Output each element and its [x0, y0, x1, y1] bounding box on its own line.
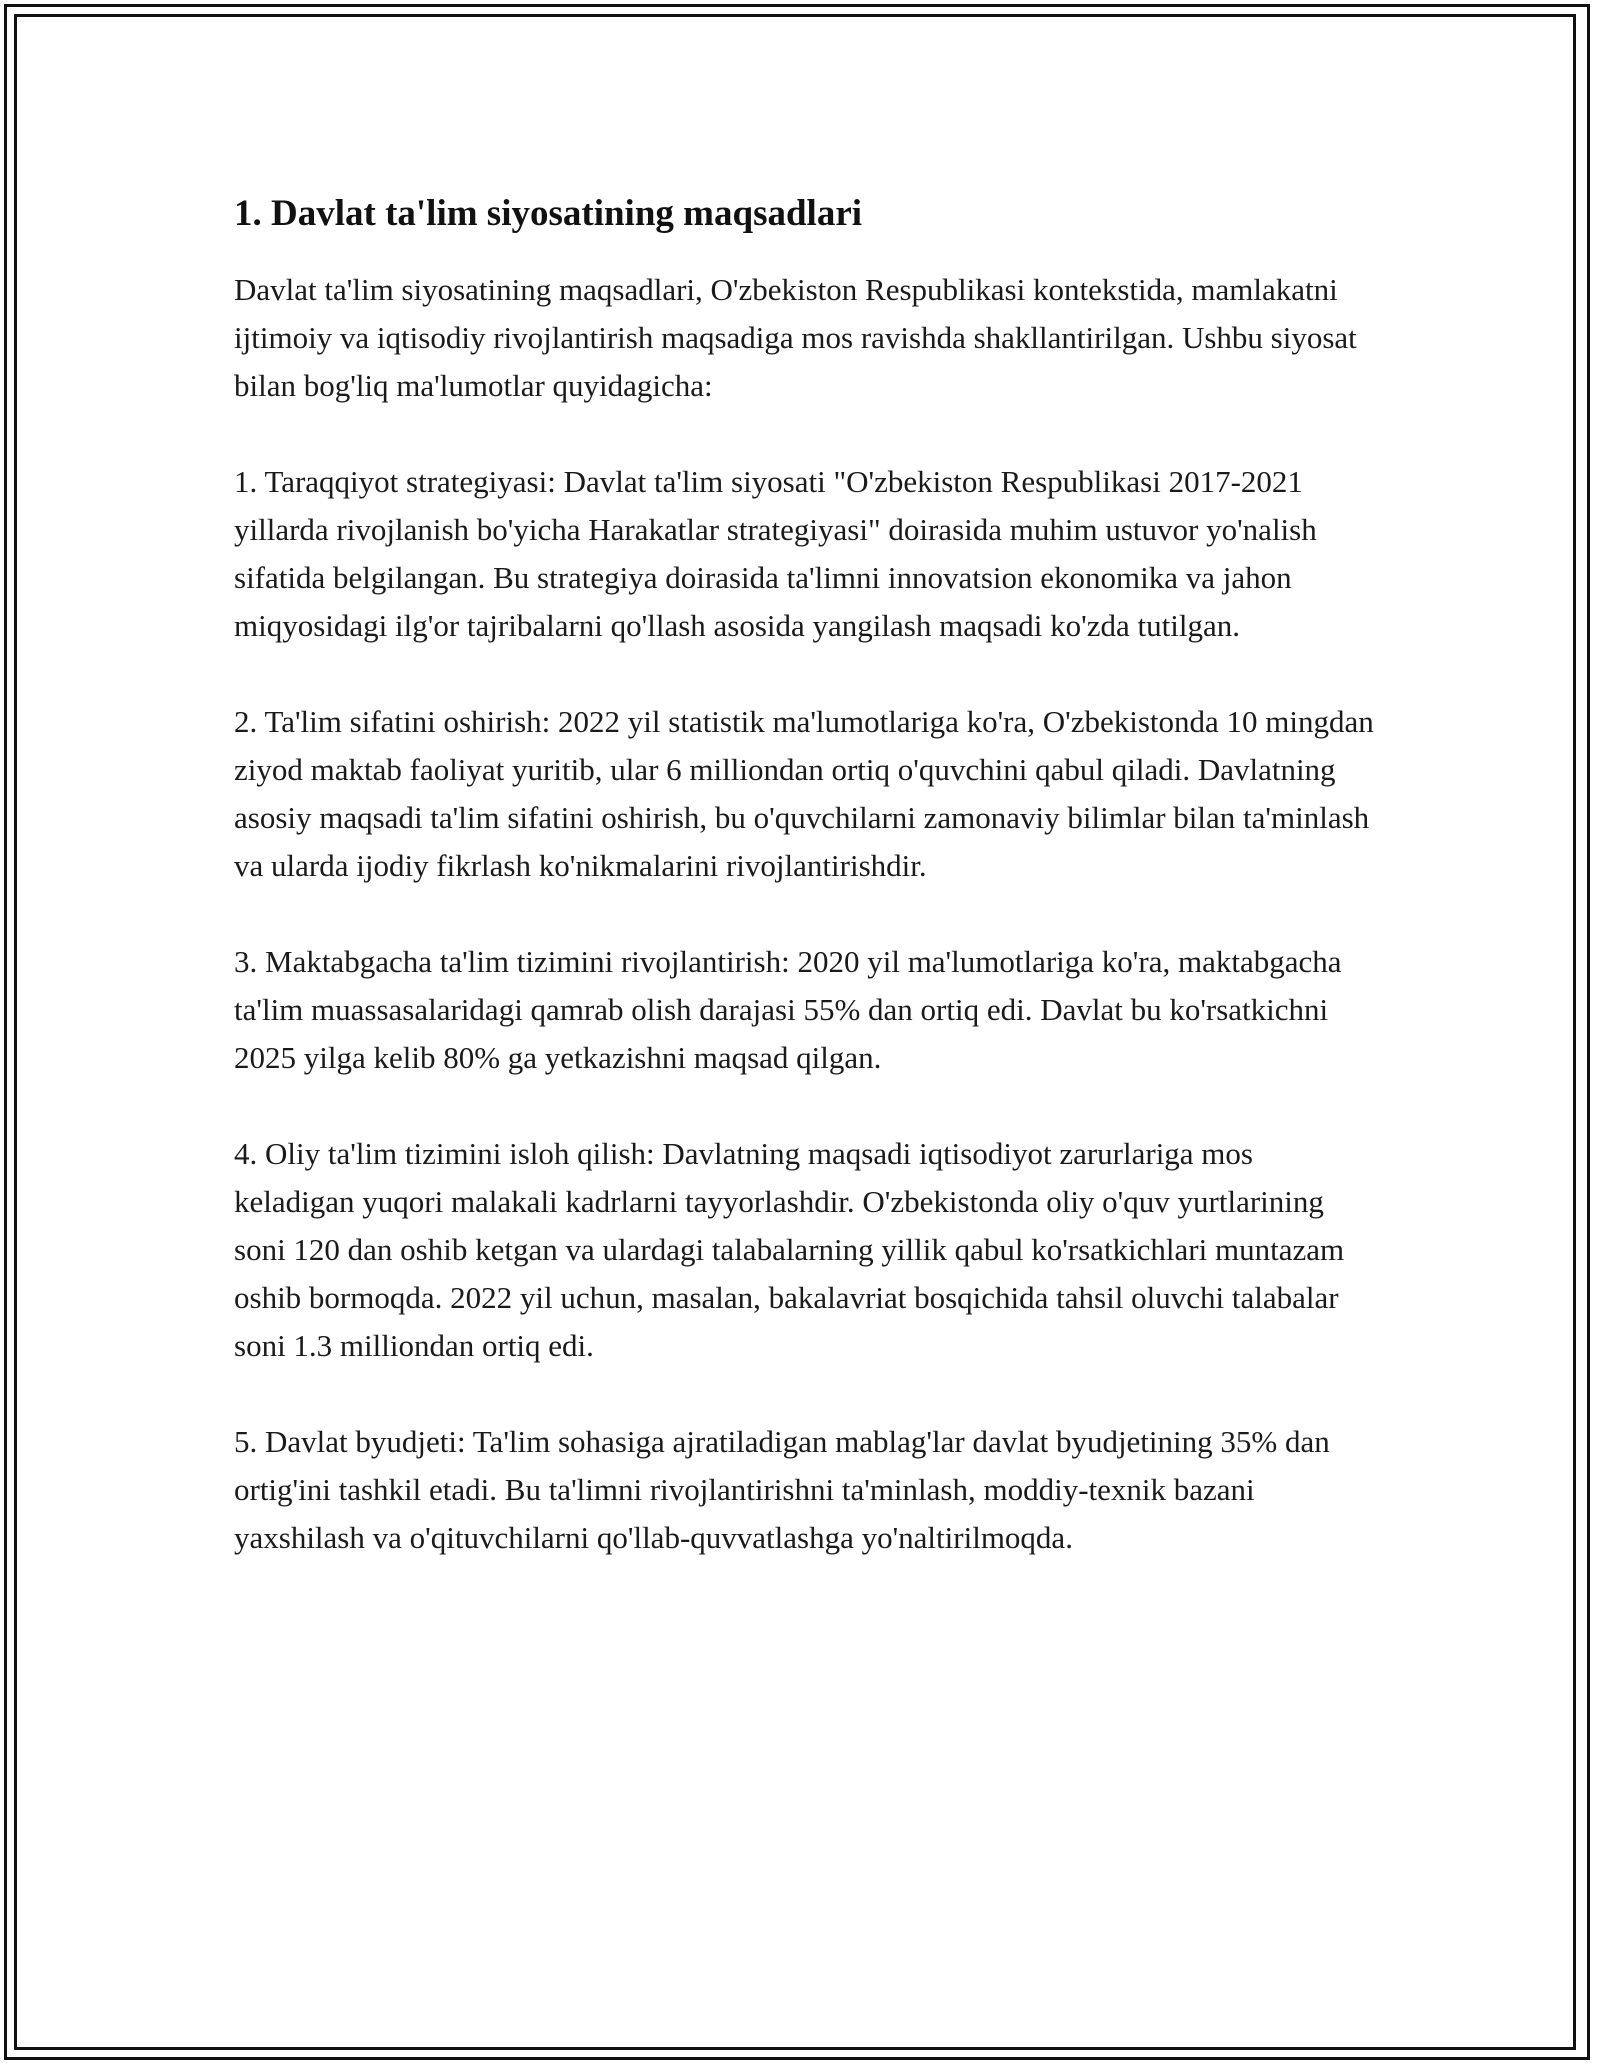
list-item-education-quality: 2. Ta'lim sifatini oshirish: 2022 yil statistik ma'lumotlariga ko'ra, O'zbekistonda 10 mingdan ziyod maktab faoliyat yuritib, ular 6 milliondan ortiq o'quvchini qabul qiladi. Davlatning asosiy maqsadi ta'lim sifatini oshirish, bu o'quvchilarni zamonaviy bilimlar bilan ta'minlash va ularda ijodiy fikrlash ko'nikmalarini rivojlantirishdir. [234, 704, 1374, 883]
list-item-development-strategy: 1. Taraqqiyot strategiyasi: Davlat ta'lim siyosati "O'zbekiston Respublikasi 2017-2021 yillarda rivojlanish bo'yicha Harakatlar strategiyasi" doirasida muhim ustuvor yo'nalish sifatida belgilangan. Bu strategiya doirasida ta'limni innovatsion ekonomika va jahon miqyosidagi ilg'or tajribalarni qo'llash asosida yangilash maqsadi ko'zda tutilgan. [234, 464, 1317, 643]
document-body [234, 186, 1374, 1610]
list-item-preschool-education: 3. Maktabgacha ta'lim tizimini rivojlantirish: 2020 yil ma'lumotlariga ko'ra, maktabgacha ta'lim muassasalaridagi qamrab olish darajasi 55% dan ortiq edi. Davlat bu ko'rsatkichni 2025 yilga kelib 80% ga yetkazishni maqsad qilgan. [234, 944, 1342, 1075]
page-title: 1. Davlat ta'lim siyosatining maqsadlari [234, 193, 863, 234]
intro-paragraph: Davlat ta'lim siyosatining maqsadlari, O'zbekiston Respublikasi kontekstida, mamlakatni ijtimoiy va iqtisodiy rivojlantirish maqsadiga mos ravishda shakllantirilgan. Ushbu siyosat bilan bog'liq ma'lumotlar quyidagicha: [234, 272, 1357, 403]
list-item-higher-education: 4. Oliy ta'lim tizimini isloh qilish: Davlatning maqsadi iqtisodiyot zarurlariga mos keladigan yuqori malakali kadrlarni tayyorlashdir. O'zbekistonda oliy o'quv yurtlarining soni 120 dan oshib ketgan va ulardagi talabalarning yillik qabul ko'rsatkichlari muntazam oshib bormoqda. 2022 yil uchun, masalan, bakalavriat bosqichida tahsil oluvchi talabalar soni 1.3 milliondan ortiq edi. [234, 1136, 1345, 1363]
list-item-state-budget: 5. Davlat byudjeti: Ta'lim sohasiga ajratiladigan mablag'lar davlat byudjetining 35% dan ortig'ini tashkil etadi. Bu ta'limni rivojlantirishni ta'minlash, moddiy-texnik bazani yaxshilash va o'qituvchilarni qo'llab-quvvatlashga yo'naltirilmoqda. [234, 1424, 1330, 1555]
